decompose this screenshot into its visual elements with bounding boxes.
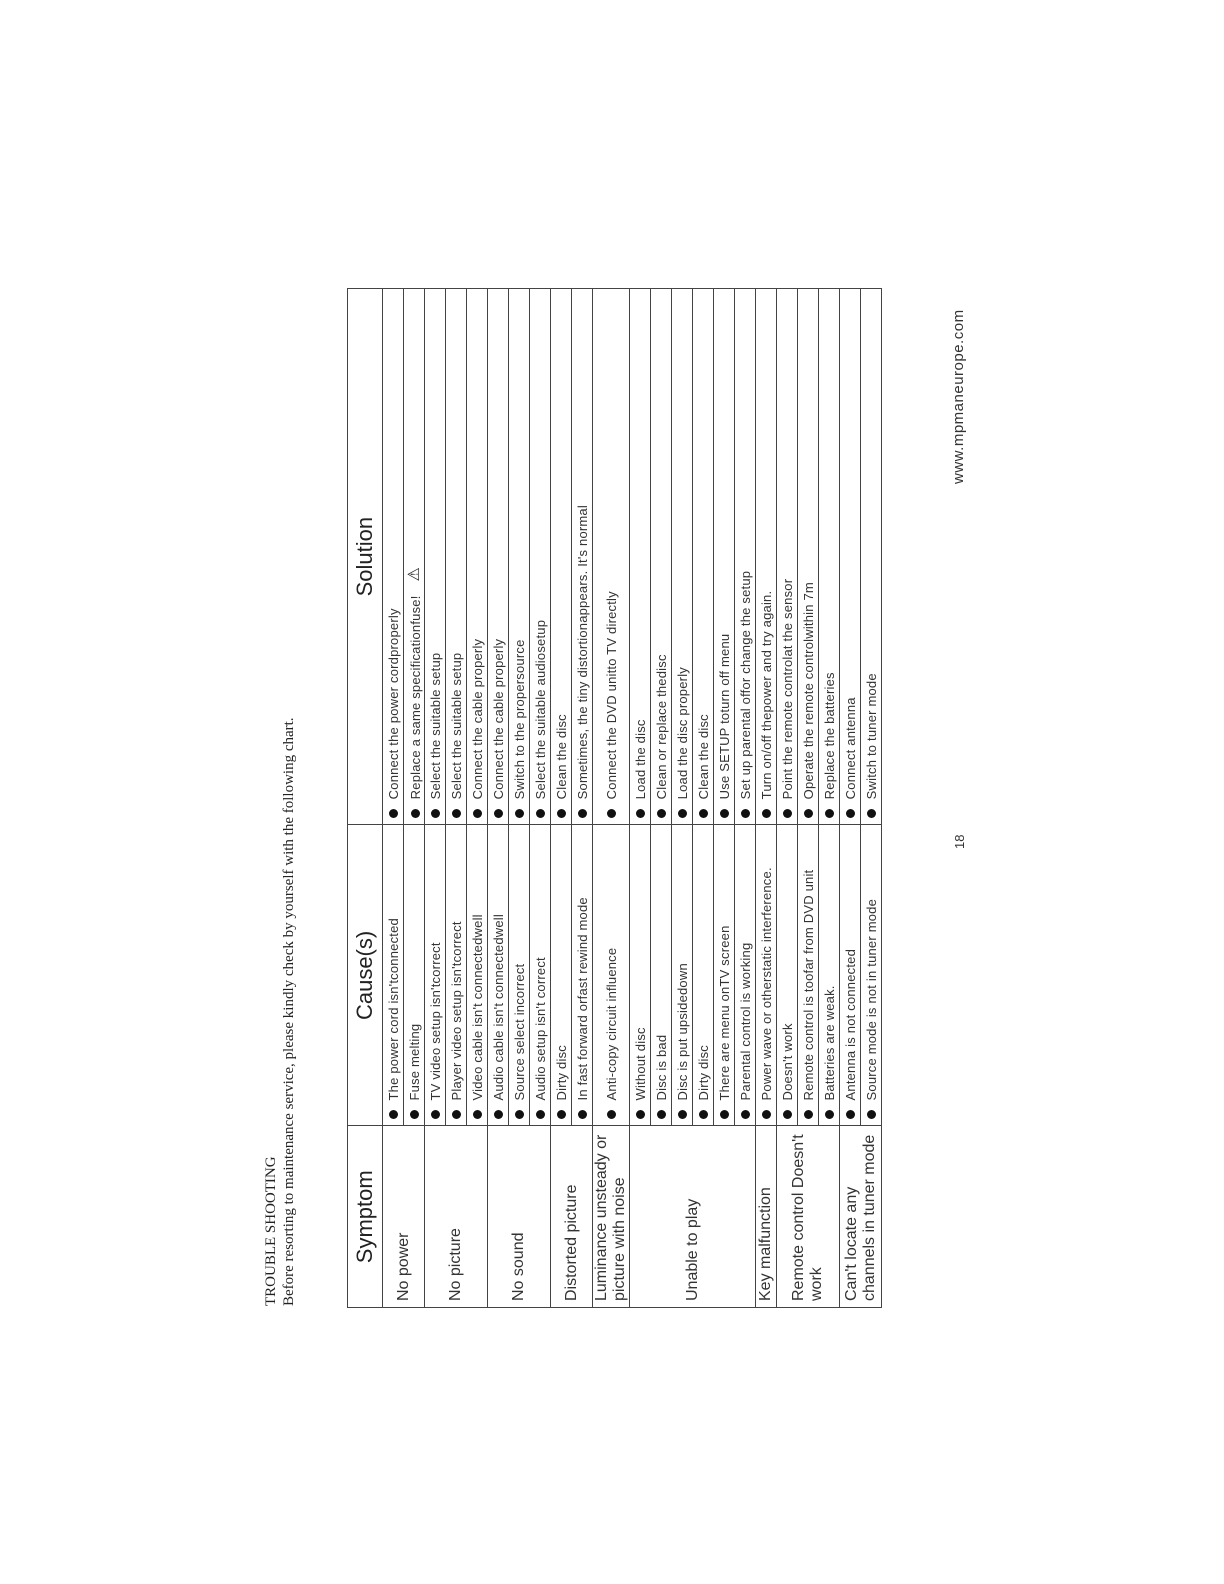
- bullet-icon: [515, 1110, 524, 1119]
- symptom-cell: Remote control Doesn't work: [777, 1126, 840, 1308]
- cause-cell: [446, 825, 467, 1126]
- solution-cell: [404, 289, 425, 825]
- bullet-icon: [431, 809, 440, 818]
- solution-text: Switch to the propersource: [512, 639, 528, 800]
- solution-cell: [798, 289, 819, 825]
- solution-cell: [861, 289, 882, 825]
- solution-cell: [593, 289, 630, 825]
- solution-cell: [446, 289, 467, 825]
- cause-text: Power wave or otherstatic interference.: [759, 867, 775, 1101]
- solution-text: Connect the cable properly: [470, 638, 486, 800]
- bullet-icon: [515, 809, 524, 818]
- solution-text: Load the disc properly: [675, 667, 691, 800]
- cause-cell: [551, 825, 572, 1126]
- solution-cell: [840, 289, 861, 825]
- cause-text: The power cord isn'tconnected: [386, 918, 402, 1101]
- cause-cell: [819, 825, 840, 1126]
- header-causes: Cause(s): [348, 825, 383, 1126]
- cause-cell: [572, 825, 593, 1126]
- bullet-icon: [741, 1110, 750, 1119]
- bullet-icon: [720, 1110, 729, 1119]
- table-row: [840, 289, 861, 1308]
- solution-text: Connect the DVD unitto TV directly: [604, 591, 620, 800]
- bullet-icon: [536, 809, 545, 818]
- cause-cell: [693, 825, 714, 1126]
- bullet-icon: [678, 1110, 687, 1119]
- solution-cell: [630, 289, 651, 825]
- cause-cell: [404, 825, 425, 1126]
- solution-cell: [509, 289, 530, 825]
- bullet-icon: [607, 1110, 616, 1119]
- solution-text: Connect the cable properly: [491, 638, 507, 800]
- cause-text: Antenna is not connected: [843, 948, 859, 1101]
- bullet-icon: [578, 809, 587, 818]
- cause-text: Fuse melting: [407, 1023, 423, 1101]
- troubleshooting-table: [347, 288, 882, 1308]
- cause-text: Video cable isn't connectedwell: [470, 914, 486, 1101]
- solution-cell: [651, 289, 672, 825]
- solution-cell: [714, 289, 735, 825]
- bullet-icon: [557, 1110, 566, 1119]
- solution-text: Connect the power cordproperly: [386, 608, 402, 800]
- solution-text: Select the suitable setup: [428, 652, 444, 800]
- table-row: [593, 289, 630, 1308]
- bullet-icon: [473, 809, 482, 818]
- solution-cell: [467, 289, 488, 825]
- bullet-icon: [741, 809, 750, 818]
- bullet-icon: [804, 1110, 813, 1119]
- solution-cell: [551, 289, 572, 825]
- solution-text: Turn on/off thepower and try again.: [759, 590, 775, 800]
- warning-triangle-icon: ⚠: [406, 567, 423, 582]
- bullet-icon: [867, 1110, 876, 1119]
- bullet-icon: [678, 809, 687, 818]
- solution-text: Select the suitable setup: [449, 652, 465, 800]
- bullet-icon: [410, 1110, 419, 1119]
- table-row: [383, 289, 404, 1308]
- cause-cell: [840, 825, 861, 1126]
- cause-text: Anti-copy circuit influence: [604, 947, 620, 1101]
- bullet-icon: [783, 809, 792, 818]
- solution-text: Sometimes, the tiny distortionappears. It's normal: [575, 505, 591, 800]
- bullet-icon: [473, 1110, 482, 1119]
- symptom-cell: No sound: [488, 1126, 551, 1308]
- cause-text: There are menu onTV screen: [717, 925, 733, 1101]
- cause-text: Player video setup isn'tcorrect: [449, 921, 465, 1101]
- cause-cell: [425, 825, 446, 1126]
- solution-text: Clean the disc: [696, 714, 712, 800]
- solution-cell: [735, 289, 756, 825]
- cause-text: Dirty disc: [696, 1045, 712, 1101]
- solution-cell: [672, 289, 693, 825]
- bullet-icon: [846, 1110, 855, 1119]
- bullet-icon: [452, 809, 461, 818]
- cause-text: Remote control is toofar from DVD unit: [801, 869, 817, 1101]
- solution-text: Load the disc: [633, 719, 649, 800]
- solution-text: Clean or replace thedisc: [654, 654, 670, 800]
- solution-cell: [383, 289, 404, 825]
- cause-cell: [383, 825, 404, 1126]
- bullet-icon: [431, 1110, 440, 1119]
- page-number: 18: [952, 834, 967, 849]
- cause-cell: [777, 825, 798, 1126]
- table-row: [630, 289, 651, 1308]
- header-symptom: Symptom: [348, 1126, 383, 1308]
- bullet-icon: [452, 1110, 461, 1119]
- heading-subtitle: Before resorting to maintenance service, please kindly check by yourself with the following chart.: [281, 717, 297, 1306]
- cause-cell: [714, 825, 735, 1126]
- bullet-icon: [762, 1110, 771, 1119]
- cause-cell: [467, 825, 488, 1126]
- cause-cell: [651, 825, 672, 1126]
- cause-text: Batteries are weak.: [822, 985, 838, 1101]
- bullet-icon: [699, 809, 708, 818]
- symptom-cell: Luminance unsteady or picture with noise: [593, 1126, 630, 1308]
- solution-text: Set up parental offor change the setup: [738, 570, 754, 800]
- solution-text: Point the remote controlat the sensor: [780, 578, 796, 800]
- bullet-icon: [494, 809, 503, 818]
- solution-text: Switch to tuner mode: [864, 673, 880, 800]
- bullet-icon: [389, 809, 398, 818]
- table-row: [756, 289, 777, 1308]
- bullet-icon: [494, 1110, 503, 1119]
- bullet-icon: [578, 1110, 587, 1119]
- bullet-icon: [846, 809, 855, 818]
- heading-title: TROUBLE SHOOTING: [263, 1156, 279, 1306]
- table-body: [383, 289, 882, 1308]
- cause-text: Disc is bad: [654, 1034, 670, 1101]
- solution-text: Operate the remote controlwithin 7m: [801, 582, 817, 800]
- cause-cell: [756, 825, 777, 1126]
- solution-cell: [777, 289, 798, 825]
- solution-text: Clean the disc: [554, 714, 570, 800]
- table-row: [488, 289, 509, 1308]
- bullet-icon: [825, 1110, 834, 1119]
- cause-text: Doesn't work: [780, 1023, 796, 1101]
- cause-cell: [530, 825, 551, 1126]
- cause-cell: [735, 825, 756, 1126]
- table-row: [551, 289, 572, 1308]
- cause-cell: [488, 825, 509, 1126]
- cause-text: Audio setup isn't correct: [533, 957, 549, 1101]
- symptom-cell: Distorted picture: [551, 1126, 593, 1308]
- solution-cell: [572, 289, 593, 825]
- website-url: www.mpmaneurope.com: [950, 309, 967, 484]
- page-heading: [262, 717, 298, 1306]
- cause-text: Dirty disc: [554, 1045, 570, 1101]
- bullet-icon: [804, 809, 813, 818]
- table-row: [777, 289, 798, 1308]
- symptom-cell: Can't locate any channels in tuner mode: [840, 1126, 882, 1308]
- cause-text: In fast forward orfast rewind mode: [575, 897, 591, 1101]
- bullet-icon: [411, 809, 420, 818]
- solution-text: Connect antenna: [843, 697, 859, 800]
- cause-cell: [861, 825, 882, 1126]
- cause-text: Without disc: [633, 1027, 649, 1101]
- bullet-icon: [389, 1110, 398, 1119]
- bullet-icon: [699, 1110, 708, 1119]
- header-solution: Solution: [348, 289, 383, 825]
- symptom-cell: No picture: [425, 1126, 488, 1308]
- solution-cell: [530, 289, 551, 825]
- symptom-cell: No power: [383, 1126, 425, 1308]
- solution-text: Use SETUP toturn off menu: [717, 633, 733, 800]
- bullet-icon: [536, 1110, 545, 1119]
- cause-text: Disc is put upsidedown: [675, 963, 691, 1101]
- bullet-icon: [867, 809, 876, 818]
- cause-cell: [630, 825, 651, 1126]
- cause-text: Source select incorrect: [512, 963, 528, 1101]
- solution-text: Select the suitable audiosetup: [533, 619, 549, 800]
- solution-cell: [425, 289, 446, 825]
- cause-text: Audio cable isn't connectedwell: [491, 914, 507, 1101]
- bullet-icon: [636, 1110, 645, 1119]
- cause-cell: [672, 825, 693, 1126]
- bullet-icon: [607, 809, 616, 818]
- cause-cell: [509, 825, 530, 1126]
- cause-text: Source mode is not in tuner mode: [864, 898, 880, 1101]
- bullet-icon: [557, 809, 566, 818]
- cause-cell: [798, 825, 819, 1126]
- bullet-icon: [636, 809, 645, 818]
- solution-cell: [488, 289, 509, 825]
- solution-cell: [819, 289, 840, 825]
- solution-cell: [693, 289, 714, 825]
- bullet-icon: [762, 809, 771, 818]
- cause-text: Parental control is working: [738, 942, 754, 1101]
- solution-text: Replace the batteries: [822, 672, 838, 800]
- bullet-icon: [783, 1110, 792, 1119]
- solution-cell: [756, 289, 777, 825]
- solution-text: Replace a same specificationfuse!: [408, 595, 424, 800]
- symptom-cell: Key malfunction: [756, 1126, 777, 1308]
- symptom-cell: Unable to play: [630, 1126, 756, 1308]
- bullet-icon: [657, 1110, 666, 1119]
- cause-text: TV video setup isn'tcorrect: [428, 942, 444, 1101]
- bullet-icon: [720, 809, 729, 818]
- bullet-icon: [825, 809, 834, 818]
- table-header-row: [348, 289, 383, 1308]
- cause-cell: [593, 825, 630, 1126]
- table-row: [425, 289, 446, 1308]
- bullet-icon: [657, 809, 666, 818]
